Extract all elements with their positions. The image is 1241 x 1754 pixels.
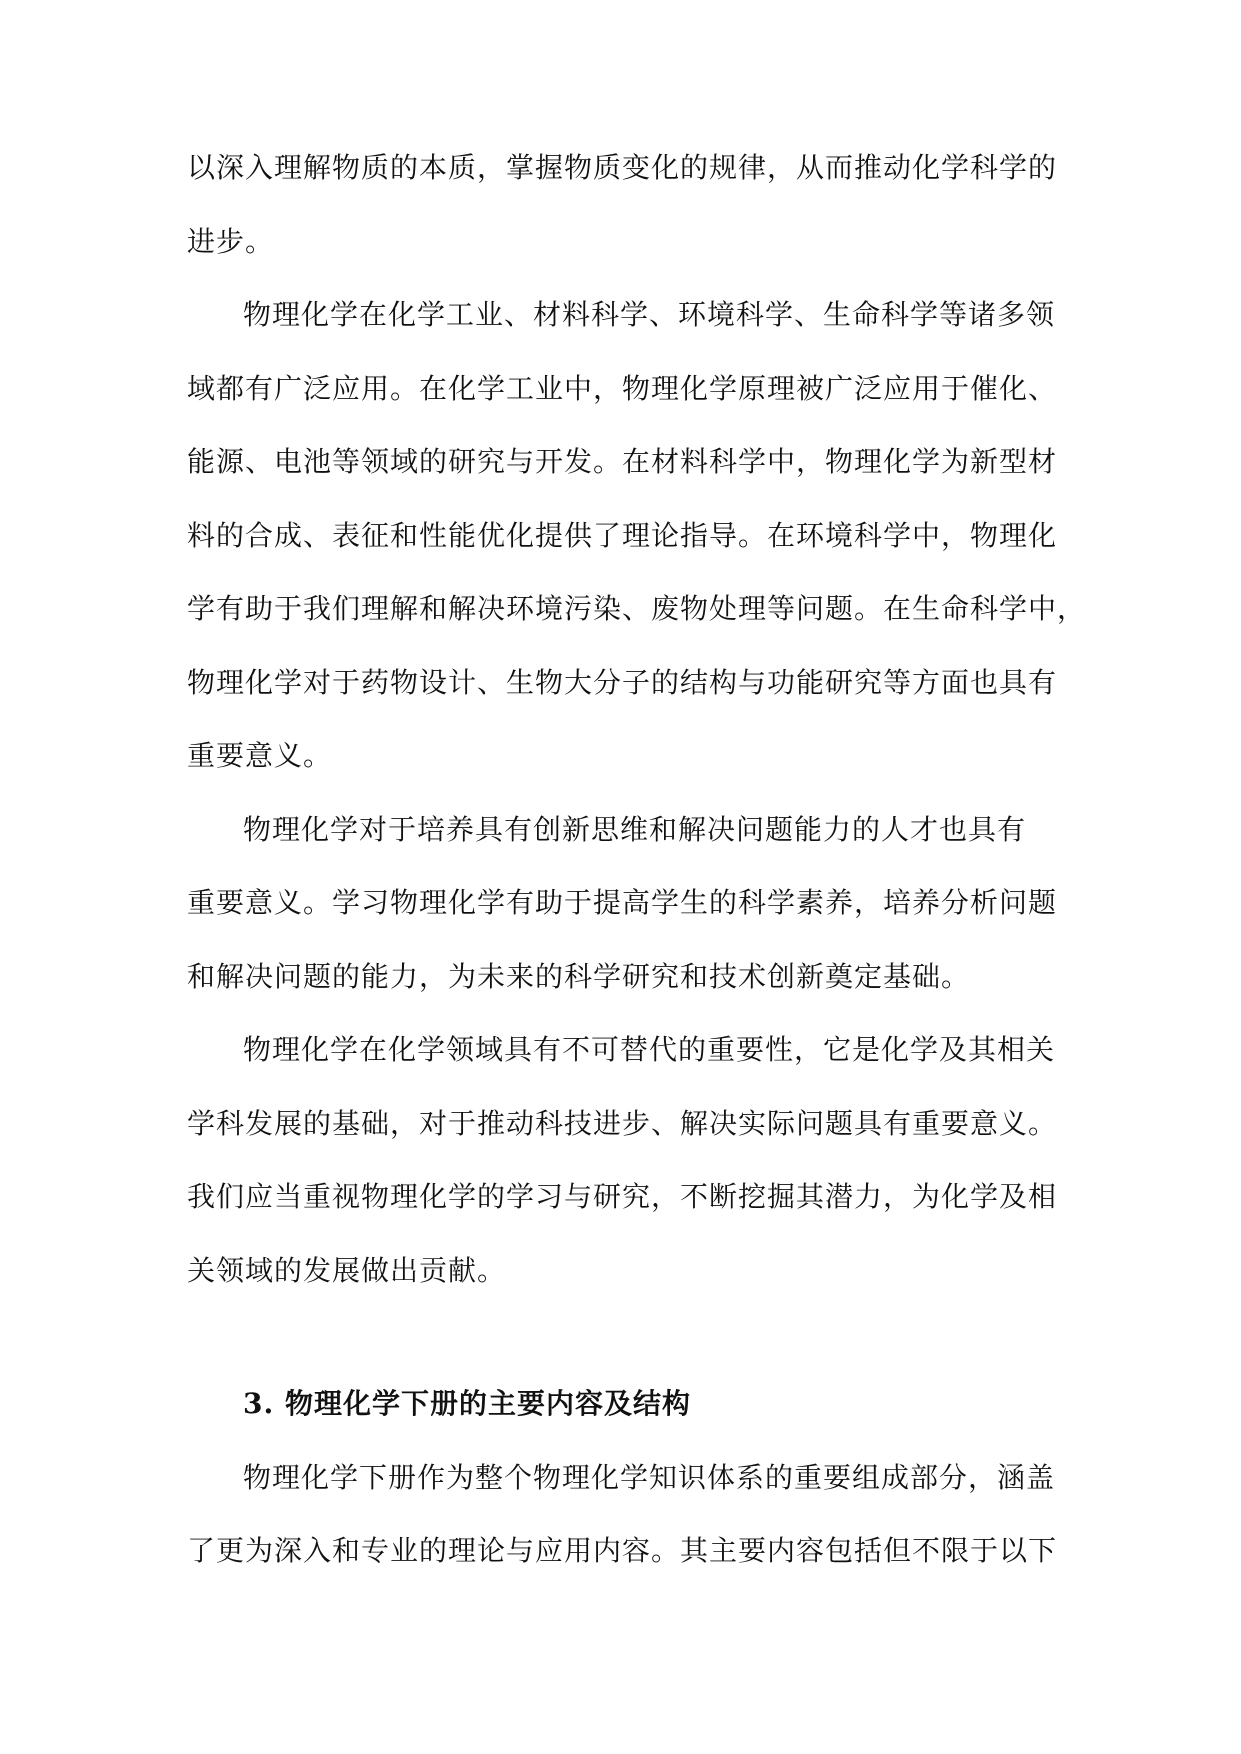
paragraph-3-line-1: 物理化学对于培养具有创新思维和解决问题能力的人才也具有: [243, 813, 1027, 846]
paragraph-4-line-3: 我们应当重视物理化学的学习与研究，不断挖掘其潜力，为化学及相: [187, 1180, 1058, 1213]
paragraph-4-line-1: 物理化学在化学领域具有不可替代的重要性，它是化学及其相关: [243, 1033, 1056, 1066]
paragraph-2-line-7: 重要意义。: [187, 739, 333, 772]
paragraph-4-line-2: 学科发展的基础，对于推动科技进步、解决实际问题具有重要意义。: [187, 1107, 1058, 1140]
paragraph-4-line-4: 关领域的发展做出贡献。: [187, 1254, 507, 1287]
paragraph-2-line-6: 物理化学对于药物设计、生物大分子的结构与功能研究等方面也具有: [187, 666, 1058, 699]
paragraph-2-line-4: 料的合成、表征和性能优化提供了理论指导。在环境科学中，物理化: [187, 519, 1058, 552]
paragraph-2-line-3: 能源、电池等领域的研究与开发。在材料科学中，物理化学为新型材: [187, 445, 1058, 478]
text-line-2: 进步。: [187, 225, 275, 258]
section-heading: 3. 物理化学下册的主要内容及结构: [243, 1387, 691, 1420]
paragraph-3-line-3: 和解决问题的能力，为未来的科学研究和技术创新奠定基础。: [187, 960, 971, 993]
section-paragraph-line-2: 了更为深入和专业的理论与应用内容。其主要内容包括但不限于以下: [187, 1534, 1058, 1567]
paragraph-2-line-1: 物理化学在化学工业、材料科学、环境科学、生命科学等诸多领: [243, 298, 1056, 331]
paragraph-2-line-2: 域都有广泛应用。在化学工业中，物理化学原理被广泛应用于催化、: [187, 372, 1058, 405]
paragraph-2-line-5: 学有助于我们理解和解决环境污染、废物处理等问题。在生命科学中，: [187, 592, 1087, 625]
section-paragraph-line-1: 物理化学下册作为整个物理化学知识体系的重要组成部分，涵盖: [243, 1461, 1056, 1494]
paragraph-3-line-2: 重要意义。学习物理化学有助于提高学生的科学素养，培养分析问题: [187, 886, 1058, 919]
text-line-1: 以深入理解物质的本质，掌握物质变化的规律，从而推动化学科学的: [187, 151, 1058, 184]
